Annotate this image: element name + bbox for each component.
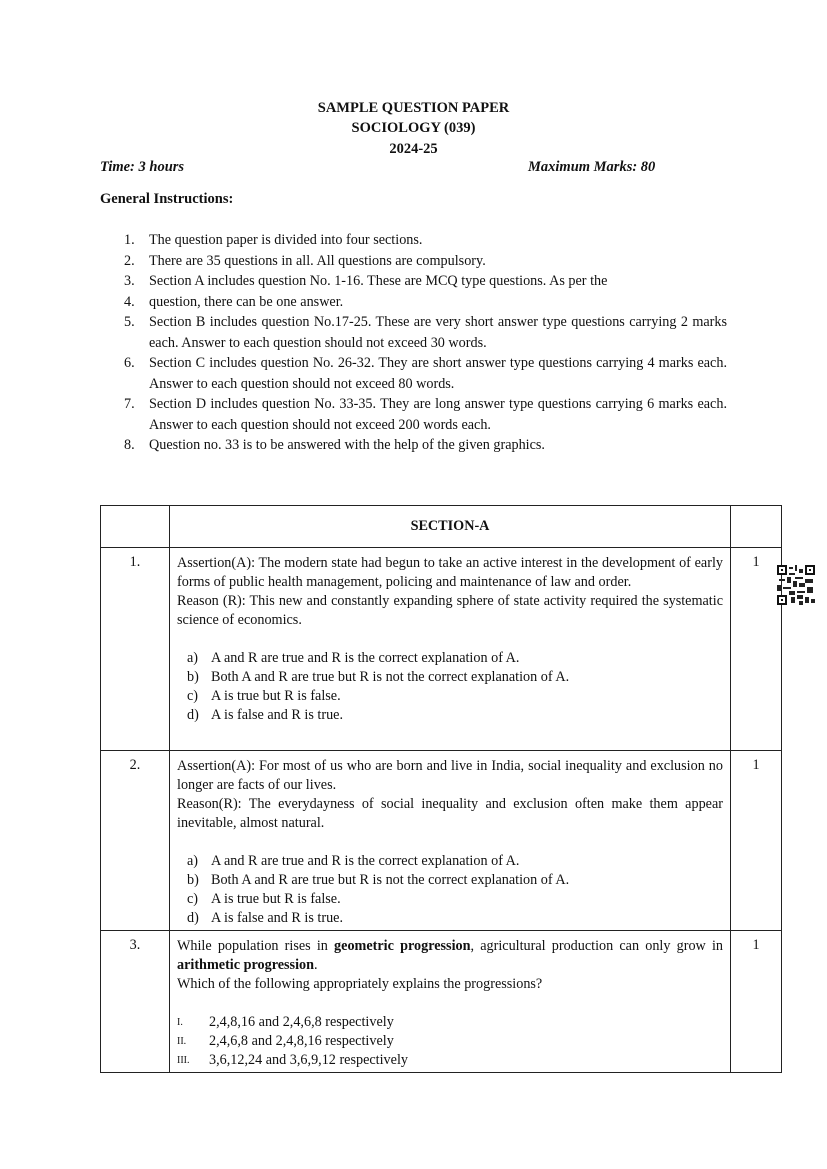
instruction-number: 1. [124, 232, 135, 248]
subject-title: SOCIOLOGY (039) [351, 120, 476, 136]
option-item [177, 1013, 723, 1032]
instruction-item [100, 353, 727, 394]
option-item [177, 852, 723, 871]
reason: Reason (R): This new and constantly expanding sphere of state activity required the systematic science of economics. [177, 593, 723, 628]
text: While population rises in [177, 938, 335, 954]
question-table [100, 505, 782, 1073]
instruction-text: There are 35 questions in all. All questions are compulsory. [149, 252, 486, 269]
option-text: Both A and R are true but R is not the correct explanation of A. [211, 872, 570, 888]
instruction-number: 4. [124, 293, 135, 310]
instruction-number: 2. [124, 252, 135, 269]
option-label: I. [177, 1017, 183, 1028]
option-item [177, 1051, 723, 1070]
instruction-text: Section D includes question No. 33-35. They are long answer type questions carrying 6 marks each. Answer to each question should not exceed 200 words each. [149, 396, 727, 433]
option-label: d) [187, 707, 199, 723]
instruction-number: 6. [124, 355, 135, 371]
question-number: 3. [101, 931, 170, 1073]
option-label: d) [187, 910, 199, 926]
option-label: c) [187, 891, 199, 907]
instruction-item [100, 312, 727, 353]
option-text: A and R are true and R is the correct explanation of A. [211, 853, 520, 869]
paper-title: SAMPLE QUESTION PAPER [317, 100, 510, 116]
qr-code-icon [777, 565, 815, 605]
section-title: SECTION-A [170, 506, 731, 548]
text: . [314, 957, 318, 973]
question-number: 2. [101, 751, 170, 931]
instruction-number: 8. [124, 437, 135, 453]
instruction-text: Section B includes question No.17-25. These are very short answer type questions carrying 2 marks each. Answer to each question should not exceed 30 words. [149, 314, 727, 351]
assertion: Assertion(A): For most of us who are born and live in India, social inequality and exclusion no longer are facts of our lives. [177, 758, 723, 793]
option-item [177, 706, 723, 725]
time-label: Time: 3 hours [100, 159, 185, 175]
option-item [177, 668, 723, 687]
instruction-number: 3. [124, 273, 135, 289]
option-item [177, 909, 723, 928]
option-text: A is false and R is true. [211, 910, 344, 926]
instructions-heading: General Instructions: [100, 191, 234, 207]
question-text: Which of the following appropriately explains the progressions? [177, 976, 543, 992]
option-label: III. [177, 1055, 190, 1066]
option-label: II. [177, 1036, 187, 1047]
option-item [177, 687, 723, 706]
instruction-item [100, 230, 727, 251]
question-row [101, 548, 782, 751]
assertion: Assertion(A): The modern state had begun to take an active interest in the development of early forms of public health management, policing and maintenance of law and order. [177, 555, 723, 590]
instruction-text: question, there can be one answer. [149, 293, 344, 310]
option-text: A is true but R is false. [211, 891, 341, 907]
instruction-item [100, 435, 727, 456]
option-text: 3,6,12,24 and 3,6,9,12 respectively [209, 1052, 408, 1068]
options-list [177, 852, 723, 928]
marks: 1 [731, 931, 782, 1073]
instruction-text: The question paper is divided into four sections. [149, 232, 423, 248]
section-header-row [101, 506, 782, 548]
instruction-text: Question no. 33 is to be answered with the help of the given graphics. [149, 437, 545, 453]
instruction-item [100, 394, 727, 435]
option-item [177, 1032, 723, 1051]
option-label: a) [187, 853, 199, 869]
marks: 1 [731, 548, 782, 751]
marks: 1 [731, 751, 782, 931]
question-number: 1. [101, 548, 170, 751]
option-label: b) [187, 669, 199, 685]
question-row [101, 751, 782, 931]
option-text: Both A and R are true but R is not the correct explanation of A. [211, 669, 570, 685]
option-item [177, 890, 723, 909]
option-label: c) [187, 688, 199, 704]
bold-term: arithmetic progression [177, 957, 314, 973]
instruction-number: 5. [124, 314, 135, 330]
option-item [177, 649, 723, 668]
instruction-item [100, 251, 727, 272]
question-statement [177, 937, 723, 975]
max-marks-label: Maximum Marks: 80 [528, 159, 656, 175]
option-text: 2,4,6,8 and 2,4,8,16 respectively [209, 1033, 394, 1049]
bold-term: geometric progression [334, 938, 471, 954]
option-text: A and R are true and R is the correct explanation of A. [211, 650, 520, 666]
option-item [177, 871, 723, 890]
year: 2024-25 [389, 141, 438, 157]
option-text: A is true but R is false. [211, 688, 341, 704]
text: , agricultural production can only grow in [470, 938, 723, 954]
instruction-item [100, 271, 727, 292]
instructions-list [100, 230, 727, 456]
instruction-text: Section A includes question No. 1-16. These are MCQ type questions. As per the [149, 273, 608, 289]
options-list [177, 649, 723, 725]
instruction-number: 7. [124, 396, 135, 412]
instruction-text: Section C includes question No. 26-32. They are short answer type questions carrying 4 marks each. Answer to each question should not exceed 80 words. [149, 355, 727, 392]
option-text: 2,4,8,16 and 2,4,6,8 respectively [209, 1014, 394, 1030]
options-list [177, 1013, 723, 1070]
reason: Reason(R): The everydayness of social inequality and exclusion often make them appear inevitable, almost natural. [177, 796, 723, 831]
option-text: A is false and R is true. [211, 707, 344, 723]
option-label: b) [187, 872, 199, 888]
option-label: a) [187, 650, 199, 666]
question-row [101, 931, 782, 1073]
instruction-item [100, 292, 727, 313]
